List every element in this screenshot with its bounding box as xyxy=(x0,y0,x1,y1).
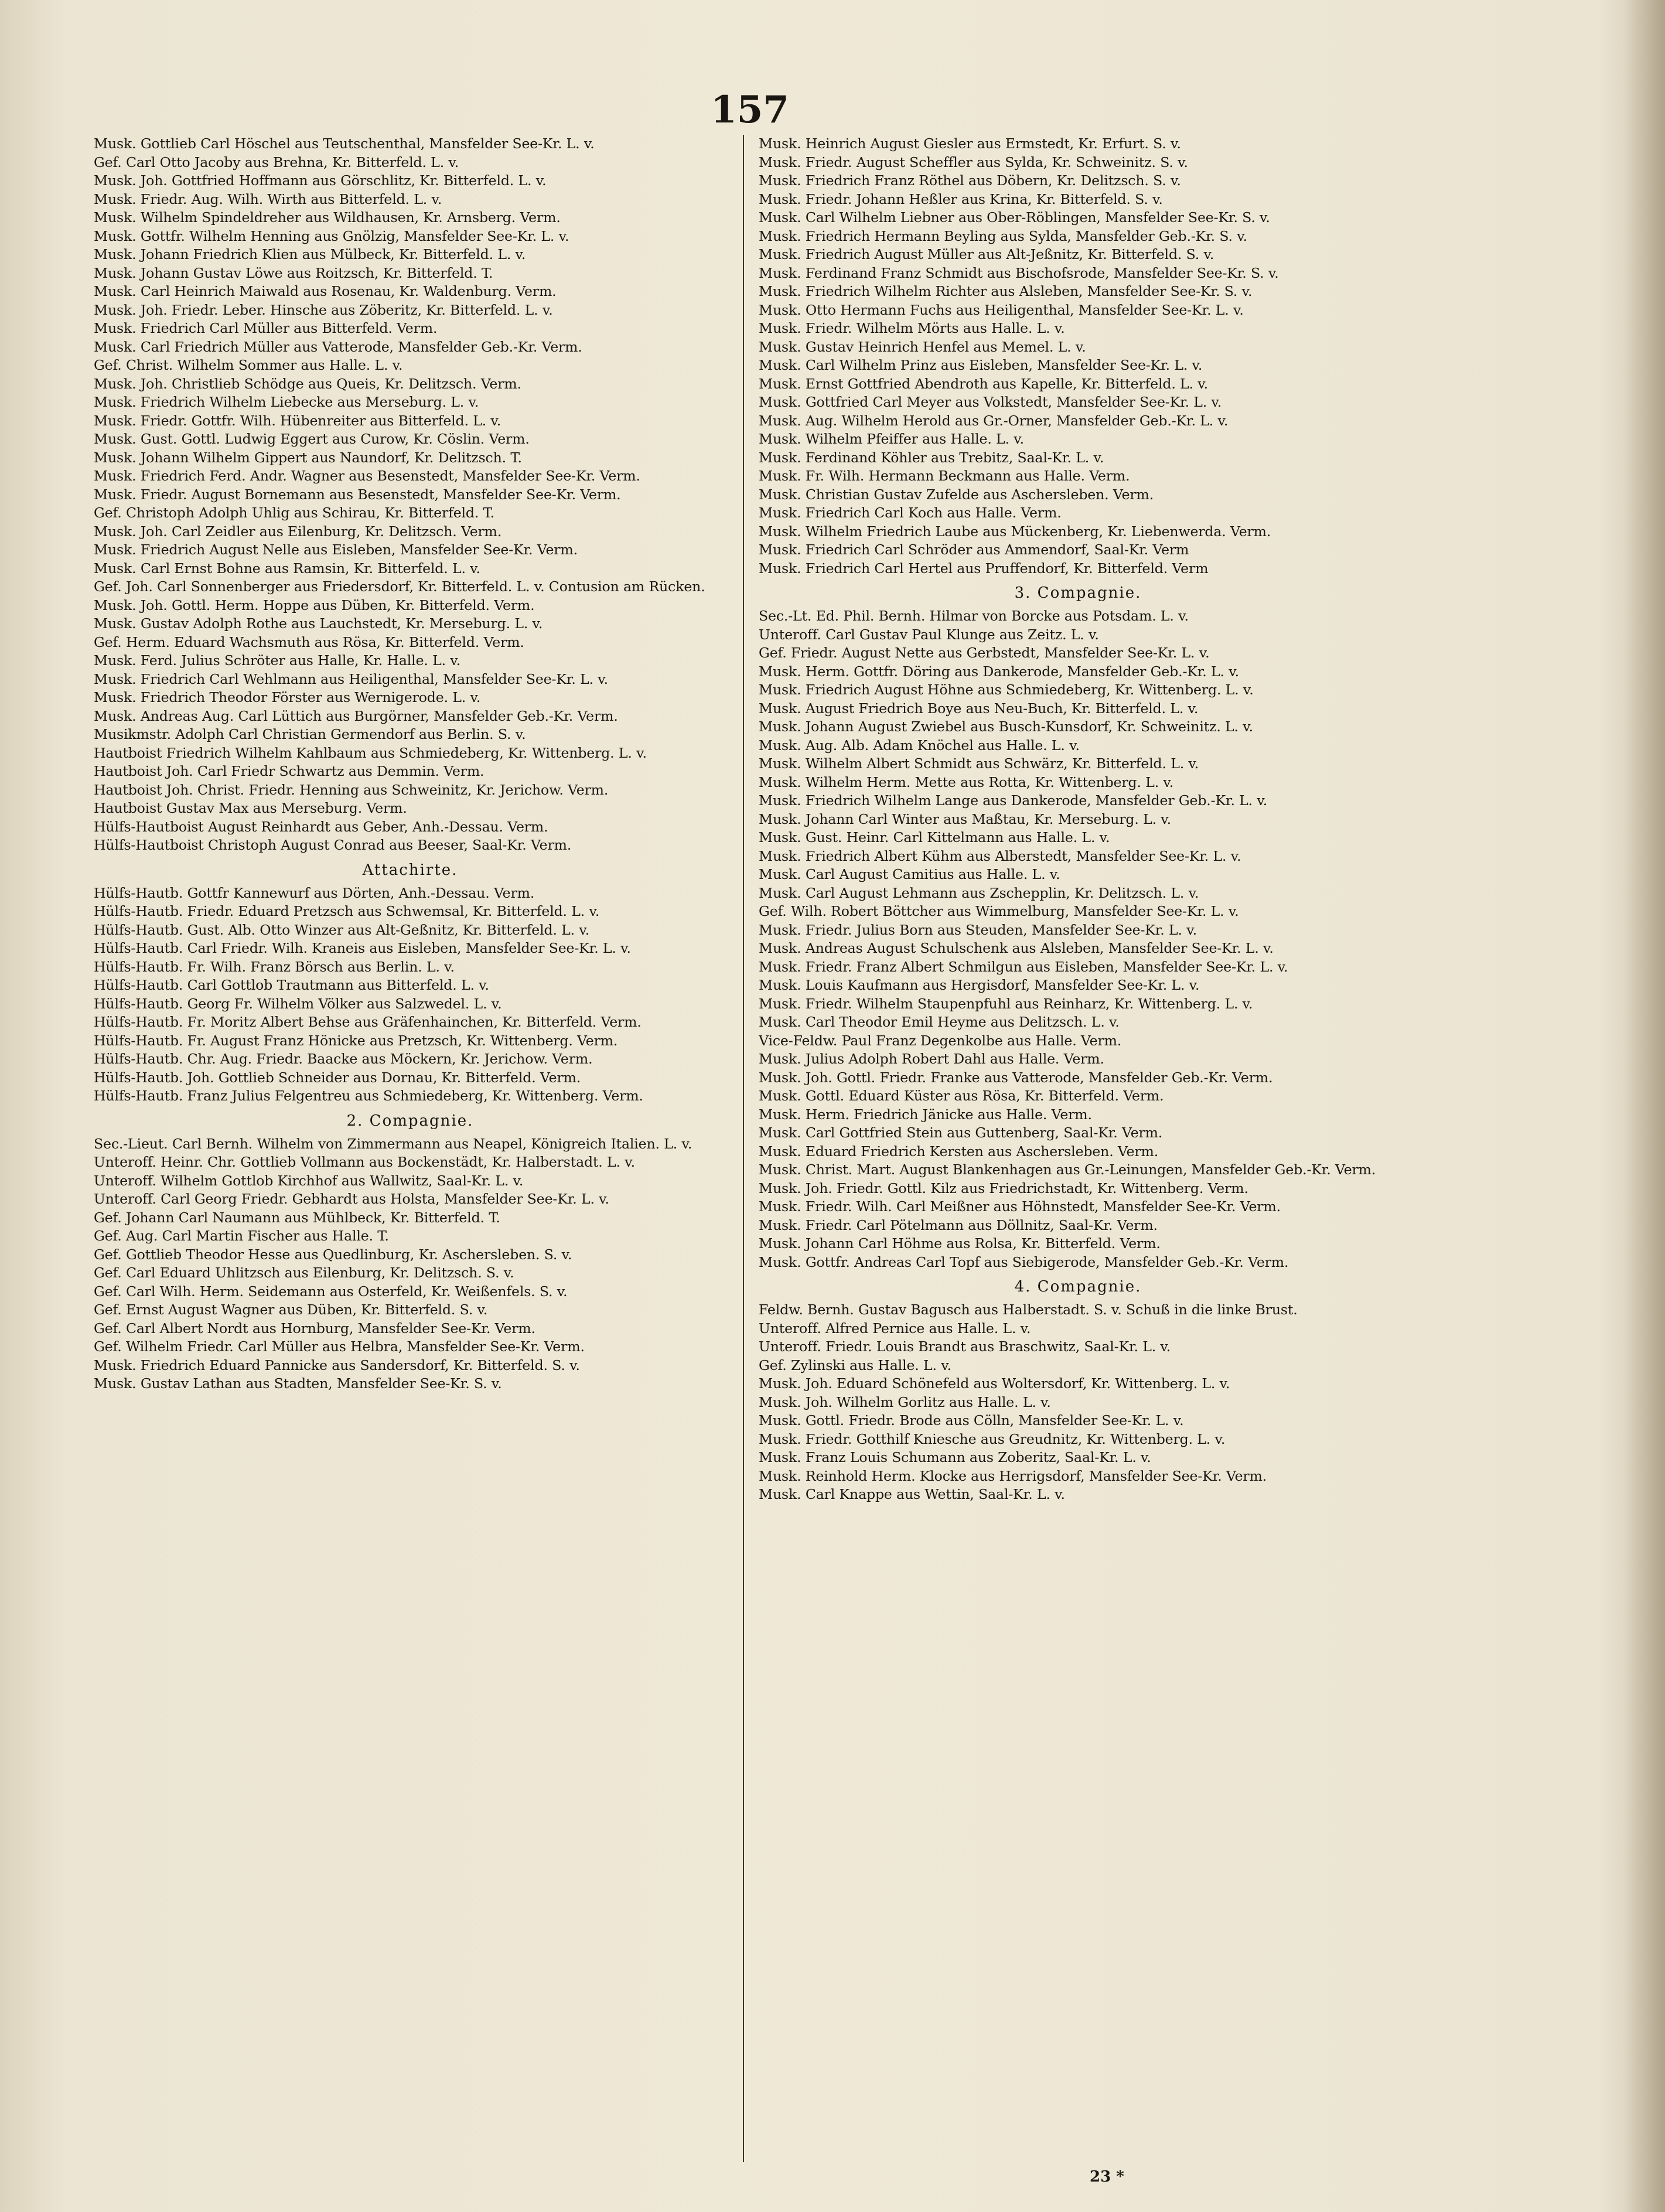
casualty-entry: Gef. Carl Albert Nordt aus Hornburg, Mansfelder See-Kr. Verm. xyxy=(94,1320,535,1337)
casualty-entry: Gef. Christoph Adolph Uhlig aus Schirau, Kr. Bitterfeld. T. xyxy=(94,505,495,521)
casualty-entry: Musk. Johann Gustav Löwe aus Roitzsch, Kr. Bitterfeld. T. xyxy=(94,264,493,281)
casualty-entry: Musk. Julius Adolph Robert Dahl aus Halle. Verm. xyxy=(759,1051,1104,1067)
casualty-entry: Musk. Friedr. Aug. Wilh. Wirth aus Bitterfeld. L. v. xyxy=(94,190,442,207)
casualty-entry: Unteroff. Wilhelm Gottlob Kirchhof aus Wallwitz, Saal-Kr. L. v. xyxy=(94,1172,524,1189)
casualty-entry: Gef. Friedr. August Nette aus Gerbstedt, Mansfelder See-Kr. L. v. xyxy=(759,645,1210,661)
casualty-entry: Musk. Gottfried Carl Meyer aus Volkstedt, Mansfelder See-Kr. L. v. xyxy=(759,394,1222,410)
casualty-entry: Musk. Wilhelm Albert Schmidt aus Schwärz, Kr. Bitterfeld. L. v. xyxy=(759,755,1199,772)
section-heading: 4. Compagnie. xyxy=(1014,1278,1142,1296)
casualty-entry: Musk. Gustav Lathan aus Stadten, Mansfelder See-Kr. S. v. xyxy=(94,1375,502,1392)
casualty-entry: Gef. Carl Eduard Uhlitzsch aus Eilenburg, Kr. Delitzsch. S. v. xyxy=(94,1265,514,1281)
casualty-entry: Musk. Friedrich Wilhelm Liebecke aus Merseburg. L. v. xyxy=(94,394,479,410)
casualty-entry: Musk. Heinrich August Giesler aus Ermstedt, Kr. Erfurt. S. v. xyxy=(759,135,1181,152)
casualty-entry: Musk. Carl August Lehmann aus Zschepplin, Kr. Delitzsch. L. v. xyxy=(759,884,1199,901)
column-divider xyxy=(743,135,744,2162)
casualty-entry: Musk. Wilhelm Herm. Mette aus Rotta, Kr. Wittenberg. L. v. xyxy=(759,773,1174,790)
casualty-entry: Musk. Joh. Christlieb Schödge aus Queis, Kr. Delitzsch. Verm. xyxy=(94,375,521,392)
section-heading: Attachirte. xyxy=(362,861,458,879)
casualty-entry: Musk. Wilhelm Friedrich Laube aus Mückenberg, Kr. Liebenwerda. Verm. xyxy=(759,523,1271,540)
casualty-entry: Gef. Herm. Eduard Wachsmuth aus Rösa, Kr. Bitterfeld. Verm. xyxy=(94,633,524,650)
casualty-entry: Musk. Friedr. Wilhelm Mörts aus Halle. L. v. xyxy=(759,320,1065,336)
casualty-entry: Musk. Johann August Zwiebel aus Busch-Kunsdorf, Kr. Schweinitz. L. v. xyxy=(759,718,1253,735)
casualty-entry: Hautboist Gustav Max aus Merseburg. Verm. xyxy=(94,800,407,816)
casualty-entry: Musk. Herm. Gottfr. Döring aus Dankerode, Mansfelder Geb.-Kr. L. v. xyxy=(759,663,1239,680)
casualty-entry: Musk. Johann Carl Winter aus Maßtau, Kr. Merseburg. L. v. xyxy=(759,810,1172,827)
section-heading: 3. Compagnie. xyxy=(1014,584,1142,602)
casualty-entry: Musk. Otto Hermann Fuchs aus Heiligenthal, Mansfelder See-Kr. L. v. xyxy=(759,301,1244,318)
casualty-entry: Hülfs-Hautb. Carl Gottlob Trautmann aus Bitterfeld. L. v. xyxy=(94,977,489,993)
casualty-entry: Unteroff. Carl Gustav Paul Klunge aus Zeitz. L. v. xyxy=(759,626,1099,643)
casualty-entry: Musk. Gust. Heinr. Carl Kittelmann aus Halle. L. v. xyxy=(759,829,1110,846)
casualty-entry: Musk. Friedr. Gottfr. Wilh. Hübenreiter aus Bitterfeld. L. v. xyxy=(94,412,501,429)
casualty-entry: Musk. Carl Ernst Bohne aus Ramsin, Kr. Bitterfeld. L. v. xyxy=(94,560,480,577)
casualty-entry: Musk. Friedrich Carl Schröder aus Ammendorf, Saal-Kr. Verm xyxy=(759,541,1189,558)
casualty-entry: Gef. Johann Carl Naumann aus Mühlbeck, Kr. Bitterfeld. T. xyxy=(94,1209,500,1226)
casualty-entry: Musk. Carl Knappe aus Wettin, Saal-Kr. L. v. xyxy=(759,1486,1065,1502)
left-column xyxy=(94,135,726,2150)
casualty-entry: Unteroff. Heinr. Chr. Gottlieb Vollmann aus Bockenstädt, Kr. Halberstadt. L. v. xyxy=(94,1154,635,1170)
casualty-entry: Hülfs-Hautb. Joh. Gottlieb Schneider aus Dornau, Kr. Bitterfeld. Verm. xyxy=(94,1069,581,1086)
casualty-entry: Musk. Friedr. Wilh. Carl Meißner aus Höhnstedt, Mansfelder See-Kr. Verm. xyxy=(759,1198,1281,1215)
casualty-entry: Musk. Joh. Wilhelm Gorlitz aus Halle. L. v. xyxy=(759,1393,1051,1410)
casualty-entry: Musk. Friedrich Theodor Förster aus Wernigerode. L. v. xyxy=(94,689,481,705)
casualty-entry: Hülfs-Hautb. Gottfr Kannewurf aus Dörten, Anh.-Dessau. Verm. xyxy=(94,884,535,901)
casualty-entry: Unteroff. Friedr. Louis Brandt aus Braschwitz, Saal-Kr. L. v. xyxy=(759,1338,1171,1355)
casualty-entry: Musk. Gottl. Eduard Küster aus Rösa, Kr. Bitterfeld. Verm. xyxy=(759,1088,1164,1104)
casualty-entry: Musk. Wilhelm Spindeldreher aus Wildhausen, Kr. Arnsberg. Verm. xyxy=(94,209,561,226)
casualty-entry: Musk. Carl Heinrich Maiwald aus Rosenau, Kr. Waldenburg. Verm. xyxy=(94,283,557,299)
casualty-entry: Musk. Johann Friedrich Klien aus Mülbeck, Kr. Bitterfeld. L. v. xyxy=(94,246,526,263)
casualty-entry: Musk. Friedr. Franz Albert Schmilgun aus Eisleben, Mansfelder See-Kr. L. v. xyxy=(759,958,1288,975)
casualty-entry: Musk. Friedr. Julius Born aus Steuden, Mansfelder See-Kr. L. v. xyxy=(759,921,1197,938)
casualty-entry: Musk. Joh. Friedr. Leber. Hinsche aus Zöberitz, Kr. Bitterfeld. L. v. xyxy=(94,301,553,318)
casualty-entry: Musk. Franz Louis Schumann aus Zoberitz, Saal-Kr. L. v. xyxy=(759,1449,1151,1465)
casualty-entry: Hülfs-Hautb. Fr. Moritz Albert Behse aus Gräfenhainchen, Kr. Bitterfeld. Verm. xyxy=(94,1014,642,1030)
casualty-entry: Gef. Aug. Carl Martin Fischer aus Halle. T. xyxy=(94,1228,389,1244)
casualty-entry: Musk. Eduard Friedrich Kersten aus Aschersleben. Verm. xyxy=(759,1143,1159,1160)
signature-mark: 23 * xyxy=(1090,2168,1124,2186)
casualty-entry: Musk. Friedrich Wilhelm Lange aus Dankerode, Mansfelder Geb.-Kr. L. v. xyxy=(759,792,1268,809)
casualty-entry: Hülfs-Hautb. Georg Fr. Wilhelm Völker aus Salzwedel. L. v. xyxy=(94,995,502,1012)
casualty-entry: Musk. Friedr. August Bornemann aus Besenstedt, Mansfelder See-Kr. Verm. xyxy=(94,486,621,503)
casualty-entry: Musk. Friedrich Wilhelm Richter aus Alsleben, Mansfelder See-Kr. S. v. xyxy=(759,283,1253,299)
casualty-entry: Musk. Ferdinand Köhler aus Trebitz, Saal-Kr. L. v. xyxy=(759,449,1104,466)
casualty-entry: Musk. Ernst Gottfried Abendroth aus Kapelle, Kr. Bitterfeld. L. v. xyxy=(759,375,1208,392)
casualty-entry: Musk. Friedrich August Nelle aus Eisleben, Mansfelder See-Kr. Verm. xyxy=(94,541,578,558)
casualty-entry: Hülfs-Hautb. Chr. Aug. Friedr. Baacke aus Möckern, Kr. Jerichow. Verm. xyxy=(94,1051,593,1067)
casualty-entry: Gef. Carl Wilh. Herm. Seidemann aus Osterfeld, Kr. Weißenfels. S. v. xyxy=(94,1283,568,1300)
casualty-entry: Musk. Friedrich Ferd. Andr. Wagner aus Besenstedt, Mansfelder See-Kr. Verm. xyxy=(94,468,640,484)
casualty-entry: Musk. Aug. Wilhelm Herold aus Gr.-Orner, Mansfelder Geb.-Kr. L. v. xyxy=(759,412,1229,429)
casualty-entry: Hautboist Joh. Christ. Friedr. Henning aus Schweinitz, Kr. Jerichow. Verm. xyxy=(94,781,609,798)
casualty-entry: Musk. Friedr. Johann Heßler aus Krina, Kr. Bitterfeld. S. v. xyxy=(759,190,1163,207)
casualty-entry: Musk. Joh. Gottfried Hoffmann aus Görschlitz, Kr. Bitterfeld. L. v. xyxy=(94,172,547,189)
casualty-entry: Gef. Joh. Carl Sonnenberger aus Friedersdorf, Kr. Bitterfeld. L. v. Contusion am Rücken. xyxy=(94,578,705,595)
casualty-entry: Musk. Friedr. Carl Pötelmann aus Döllnitz, Saal-Kr. Verm. xyxy=(759,1216,1158,1233)
casualty-entry: Musk. Christ. Mart. August Blankenhagen aus Gr.-Leinungen, Mansfelder Geb.-Kr. Verm. xyxy=(759,1161,1376,1178)
casualty-entry: Musk. Friedr. Wilhelm Staupenpfuhl aus Reinharz, Kr. Wittenberg. L. v. xyxy=(759,995,1253,1012)
casualty-entry: Vice-Feldw. Paul Franz Degenkolbe aus Halle. Verm. xyxy=(759,1032,1122,1049)
casualty-entry: Musk. Carl August Camitius aus Halle. L. v. xyxy=(759,866,1060,882)
casualty-entry: Hülfs-Hautb. Franz Julius Felgentreu aus Schmiedeberg, Kr. Wittenberg. Verm. xyxy=(94,1088,643,1104)
casualty-entry: Musk. Ferdinand Franz Schmidt aus Bischofsrode, Mansfelder See-Kr. S. v. xyxy=(759,264,1279,281)
casualty-entry: Gef. Wilhelm Friedr. Carl Müller aus Helbra, Mansfelder See-Kr. Verm. xyxy=(94,1338,585,1355)
casualty-entry: Musk. Wilhelm Pfeiffer aus Halle. L. v. xyxy=(759,431,1024,447)
right-column xyxy=(759,135,1397,2150)
casualty-entry: Musk. Friedr. Gotthilf Kniesche aus Greudnitz, Kr. Wittenberg. L. v. xyxy=(759,1430,1226,1447)
casualty-entry: Musk. Gottl. Friedr. Brode aus Cölln, Mansfelder See-Kr. L. v. xyxy=(759,1412,1184,1429)
casualty-entry: Musk. Joh. Friedr. Gottl. Kilz aus Friedrichstadt, Kr. Wittenberg. Verm. xyxy=(759,1180,1248,1197)
casualty-entry: Hülfs-Hautb. Fr. Wilh. Franz Börsch aus Berlin. L. v. xyxy=(94,958,455,975)
page-edge-shadow xyxy=(1624,0,1665,2212)
casualty-entry: Musk. Joh. Carl Zeidler aus Eilenburg, Kr. Delitzsch. Verm. xyxy=(94,523,502,540)
casualty-entry: Musk. Carl Friedrich Müller aus Vatterode, Mansfelder Geb.-Kr. Verm. xyxy=(94,338,582,355)
casualty-entry: Musk. August Friedrich Boye aus Neu-Buch, Kr. Bitterfeld. L. v. xyxy=(759,700,1199,717)
casualty-entry: Musk. Gottfr. Andreas Carl Topf aus Siebigerode, Mansfelder Geb.-Kr. Verm. xyxy=(759,1253,1289,1270)
casualty-entry: Musk. Friedrich Carl Hertel aus Pruffendorf, Kr. Bitterfeld. Verm xyxy=(759,560,1209,577)
casualty-entry: Musk. Friedrich August Müller aus Alt-Jeßnitz, Kr. Bitterfeld. S. v. xyxy=(759,246,1214,263)
casualty-entry: Musk. Reinhold Herm. Klocke aus Herrigsdorf, Mansfelder See-Kr. Verm. xyxy=(759,1467,1267,1484)
casualty-entry: Gef. Carl Otto Jacoby aus Brehna, Kr. Bitterfeld. L. v. xyxy=(94,154,459,171)
casualty-entry: Hautboist Friedrich Wilhelm Kahlbaum aus Schmiedeberg, Kr. Wittenberg. L. v. xyxy=(94,744,647,761)
casualty-entry: Sec.-Lt. Ed. Phil. Bernh. Hilmar von Borcke aus Potsdam. L. v. xyxy=(759,608,1189,624)
casualty-entry: Hülfs-Hautb. Carl Friedr. Wilh. Kraneis aus Eisleben, Mansfelder See-Kr. L. v. xyxy=(94,940,631,956)
casualty-entry: Musk. Gottlieb Carl Höschel aus Teutschenthal, Mansfelder See-Kr. L. v. xyxy=(94,135,595,152)
casualty-entry: Musk. Carl Theodor Emil Heyme aus Delitzsch. L. v. xyxy=(759,1014,1120,1030)
section-heading: 2. Compagnie. xyxy=(346,1112,474,1130)
casualty-entry: Hülfs-Hautboist August Reinhardt aus Geber, Anh.-Dessau. Verm. xyxy=(94,818,548,835)
casualty-entry: Gef. Gottlieb Theodor Hesse aus Quedlinburg, Kr. Aschersleben. S. v. xyxy=(94,1246,572,1263)
casualty-entry: Musk. Carl Gottfried Stein aus Guttenberg, Saal-Kr. Verm. xyxy=(759,1124,1163,1141)
casualty-entry: Musk. Christian Gustav Zufelde aus Aschersleben. Verm. xyxy=(759,486,1154,503)
casualty-entry: Hülfs-Hautb. Fr. August Franz Hönicke aus Pretzsch, Kr. Wittenberg. Verm. xyxy=(94,1032,618,1049)
casualty-entry: Musk. Ferd. Julius Schröter aus Halle, Kr. Halle. L. v. xyxy=(94,652,461,669)
casualty-entry: Musk. Friedrich Carl Müller aus Bitterfeld. Verm. xyxy=(94,320,438,336)
casualty-entry: Musk. Joh. Eduard Schönefeld aus Woltersdorf, Kr. Wittenberg. L. v. xyxy=(759,1375,1230,1392)
casualty-entry: Musk. Friedr. August Scheffler aus Sylda, Kr. Schweinitz. S. v. xyxy=(759,154,1188,171)
casualty-entry: Musk. Gottfr. Wilhelm Henning aus Gnölzig, Mansfelder See-Kr. L. v. xyxy=(94,227,569,244)
page-number: 157 xyxy=(711,88,789,132)
casualty-entry: Unteroff. Alfred Pernice aus Halle. L. v. xyxy=(759,1320,1031,1337)
casualty-entry: Musk. Joh. Gottl. Friedr. Franke aus Vatterode, Mansfelder Geb.-Kr. Verm. xyxy=(759,1069,1273,1086)
casualty-entry: Musikmstr. Adolph Carl Christian Germendorf aus Berlin. S. v. xyxy=(94,726,526,742)
casualty-entry: Musk. Friedrich Carl Koch aus Halle. Verm. xyxy=(759,505,1062,521)
casualty-entry: Musk. Friedrich Franz Röthel aus Döbern, Kr. Delitzsch. S. v. xyxy=(759,172,1181,189)
casualty-entry: Musk. Louis Kaufmann aus Hergisdorf, Mansfelder See-Kr. L. v. xyxy=(759,977,1200,993)
casualty-entry: Musk. Joh. Gottl. Herm. Hoppe aus Düben, Kr. Bitterfeld. Verm. xyxy=(94,597,535,614)
casualty-entry: Musk. Carl Wilhelm Prinz aus Eisleben, Mansfelder See-Kr. L. v. xyxy=(759,357,1203,373)
casualty-entry: Gef. Ernst August Wagner aus Düben, Kr. Bitterfeld. S. v. xyxy=(94,1301,488,1318)
casualty-entry: Musk. Johann Wilhelm Gippert aus Naundorf, Kr. Delitzsch. T. xyxy=(94,449,522,466)
casualty-entry: Hautboist Joh. Carl Friedr Schwartz aus Demmin. Verm. xyxy=(94,763,485,779)
casualty-entry: Hülfs-Hautb. Gust. Alb. Otto Winzer aus Alt-Geßnitz, Kr. Bitterfeld. L. v. xyxy=(94,921,590,938)
casualty-entry: Gef. Christ. Wilhelm Sommer aus Halle. L. v. xyxy=(94,357,403,373)
casualty-entry: Sec.-Lieut. Carl Bernh. Wilhelm von Zimmermann aus Neapel, Königreich Italien. L. v. xyxy=(94,1135,692,1152)
casualty-entry: Musk. Friedrich Albert Kühm aus Alberstedt, Mansfelder See-Kr. L. v. xyxy=(759,847,1241,864)
casualty-entry: Hülfs-Hautboist Christoph August Conrad aus Beeser, Saal-Kr. Verm. xyxy=(94,837,572,853)
casualty-entry: Musk. Fr. Wilh. Hermann Beckmann aus Halle. Verm. xyxy=(759,468,1130,484)
casualty-entry: Musk. Gustav Adolph Rothe aus Lauchstedt, Kr. Merseburg. L. v. xyxy=(94,615,543,632)
casualty-entry: Musk. Aug. Alb. Adam Knöchel aus Halle. L. v. xyxy=(759,737,1080,754)
casualty-entry: Musk. Gust. Gottl. Ludwig Eggert aus Curow, Kr. Cöslin. Verm. xyxy=(94,431,530,447)
casualty-entry: Musk. Friedrich August Höhne aus Schmiedeberg, Kr. Wittenberg. L. v. xyxy=(759,681,1254,698)
casualty-entry: Gef. Wilh. Robert Böttcher aus Wimmelburg, Mansfelder See-Kr. L. v. xyxy=(759,903,1239,919)
casualty-entry: Musk. Friedrich Hermann Beyling aus Sylda, Mansfelder Geb.-Kr. S. v. xyxy=(759,227,1247,244)
casualty-entry: Musk. Herm. Friedrich Jänicke aus Halle. Verm. xyxy=(759,1106,1092,1123)
casualty-entry: Musk. Johann Carl Höhme aus Rolsa, Kr. Bitterfeld. Verm. xyxy=(759,1235,1161,1252)
casualty-entry: Musk. Carl Wilhelm Liebner aus Ober-Röblingen, Mansfelder See-Kr. S. v. xyxy=(759,209,1270,226)
casualty-entry: Musk. Friedrich Eduard Pannicke aus Sandersdorf, Kr. Bitterfeld. S. v. xyxy=(94,1356,580,1373)
casualty-entry: Feldw. Bernh. Gustav Bagusch aus Halberstadt. S. v. Schuß in die linke Brust. xyxy=(759,1301,1298,1318)
casualty-entry: Hülfs-Hautb. Friedr. Eduard Pretzsch aus Schwemsal, Kr. Bitterfeld. L. v. xyxy=(94,903,600,919)
casualty-entry: Musk. Friedrich Carl Wehlmann aus Heiligenthal, Mansfelder See-Kr. L. v. xyxy=(94,670,609,687)
casualty-entry: Musk. Gustav Heinrich Henfel aus Memel. L. v. xyxy=(759,338,1086,355)
casualty-entry: Unteroff. Carl Georg Friedr. Gebhardt aus Holsta, Mansfelder See-Kr. L. v. xyxy=(94,1191,609,1207)
casualty-entry: Musk. Andreas August Schulschenk aus Alsleben, Mansfelder See-Kr. L. v. xyxy=(759,940,1274,956)
casualty-entry: Gef. Zylinski aus Halle. L. v. xyxy=(759,1356,951,1373)
casualty-entry: Musk. Andreas Aug. Carl Lüttich aus Burgörner, Mansfelder Geb.-Kr. Verm. xyxy=(94,707,618,724)
